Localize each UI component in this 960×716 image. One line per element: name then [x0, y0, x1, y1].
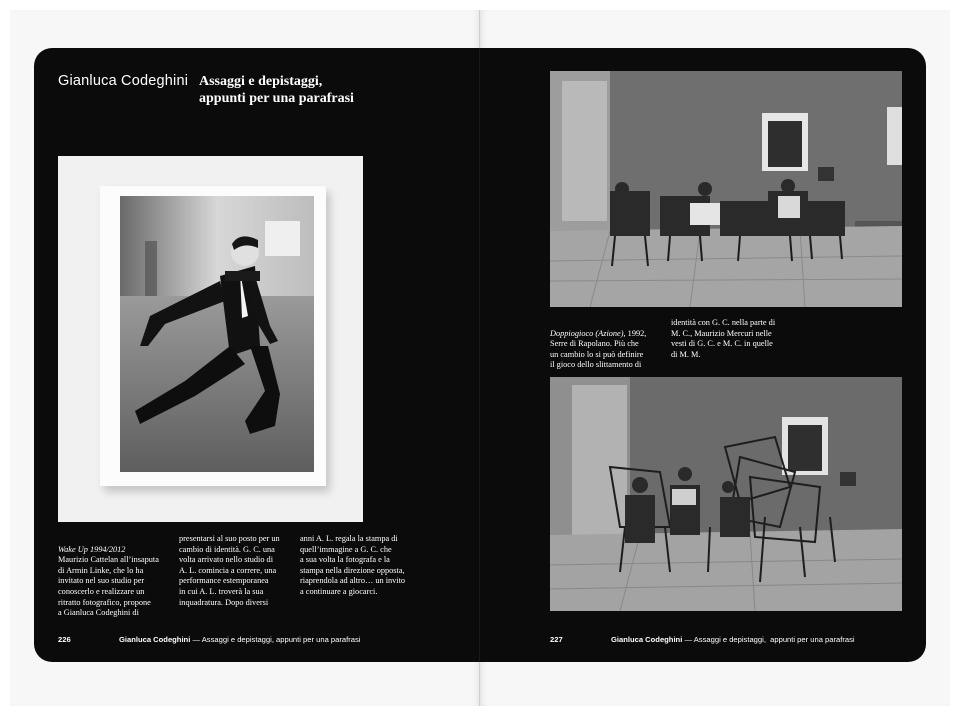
caption-work-title: Wake Up 1994/2012 [58, 544, 126, 554]
left-caption-col-1 [58, 534, 176, 629]
footer-title: Assaggi e depistaggi, appunti per una parafrasi [693, 635, 855, 644]
footer-dash: — [684, 635, 693, 644]
footer-author: Gianluca Codeghini [119, 635, 191, 644]
left-caption-col-2: presentarsi al suo posto per un cambio di identità. G. C. una volta arrivato nello studio di A. L. comincia a correre, una performance estemporanea in cui A. L. troverà la sua inquadratura. Dopo diversi [179, 534, 280, 607]
wake-up-photo [58, 156, 363, 522]
caption-work-title: Doppiogioco (Azione) [550, 328, 624, 338]
page-number-left [58, 635, 71, 644]
running-footer-right [611, 635, 855, 644]
caption-text: Serre di Rapolano. Più che un cambio lo si può definire il gioco dello slittamento di [550, 339, 644, 370]
page-number: 226 [58, 635, 71, 644]
doppiogioco-photo-bottom [550, 377, 902, 611]
footer-dash: — [192, 635, 201, 644]
footer-author: Gianluca Codeghini [611, 635, 683, 644]
caption-text: Maurizio Cattelan all’insaputa di Armin Linke, che lo ha invitato nel suo studio per conoscerlo e realizzare un ritratto fotografico, propone a Gianluca Codeghini di [58, 555, 159, 618]
title-line-1: Assaggi e depistaggi, [199, 74, 323, 89]
author-heading: Gianluca Codeghini [58, 73, 189, 89]
running-footer-left [119, 635, 360, 644]
doppiogioco-photo-top [550, 71, 902, 307]
running-man-image [120, 196, 314, 472]
page-number: 227 [550, 635, 563, 644]
title-line-2: appunti per una parafrasi [199, 91, 354, 106]
footer-title: Assaggi e depistaggi, appunti per una parafrasi [201, 635, 361, 644]
right-caption-col-1 [550, 318, 668, 382]
article-title [199, 73, 429, 107]
courtyard-image-2 [550, 377, 902, 611]
page-number-right [550, 635, 563, 644]
panel-seam [479, 48, 480, 662]
courtyard-image-1 [550, 71, 902, 307]
right-caption-col-2: identità con G. C. nella parte di M. C., Maurizio Mercuri nelle vesti di G. C. e M. C. in quelle di M. M. [671, 318, 776, 359]
caption-year: , 1992, [623, 328, 647, 338]
photo-print [100, 186, 326, 486]
left-caption-col-3: anni A. L. regala la stampa di quell’immagine a G. C. che a sua volta la fotografa e la stampa nella direzione opposta, riaprendola ad altro… un invito a continuare a giocarci. [300, 534, 406, 596]
